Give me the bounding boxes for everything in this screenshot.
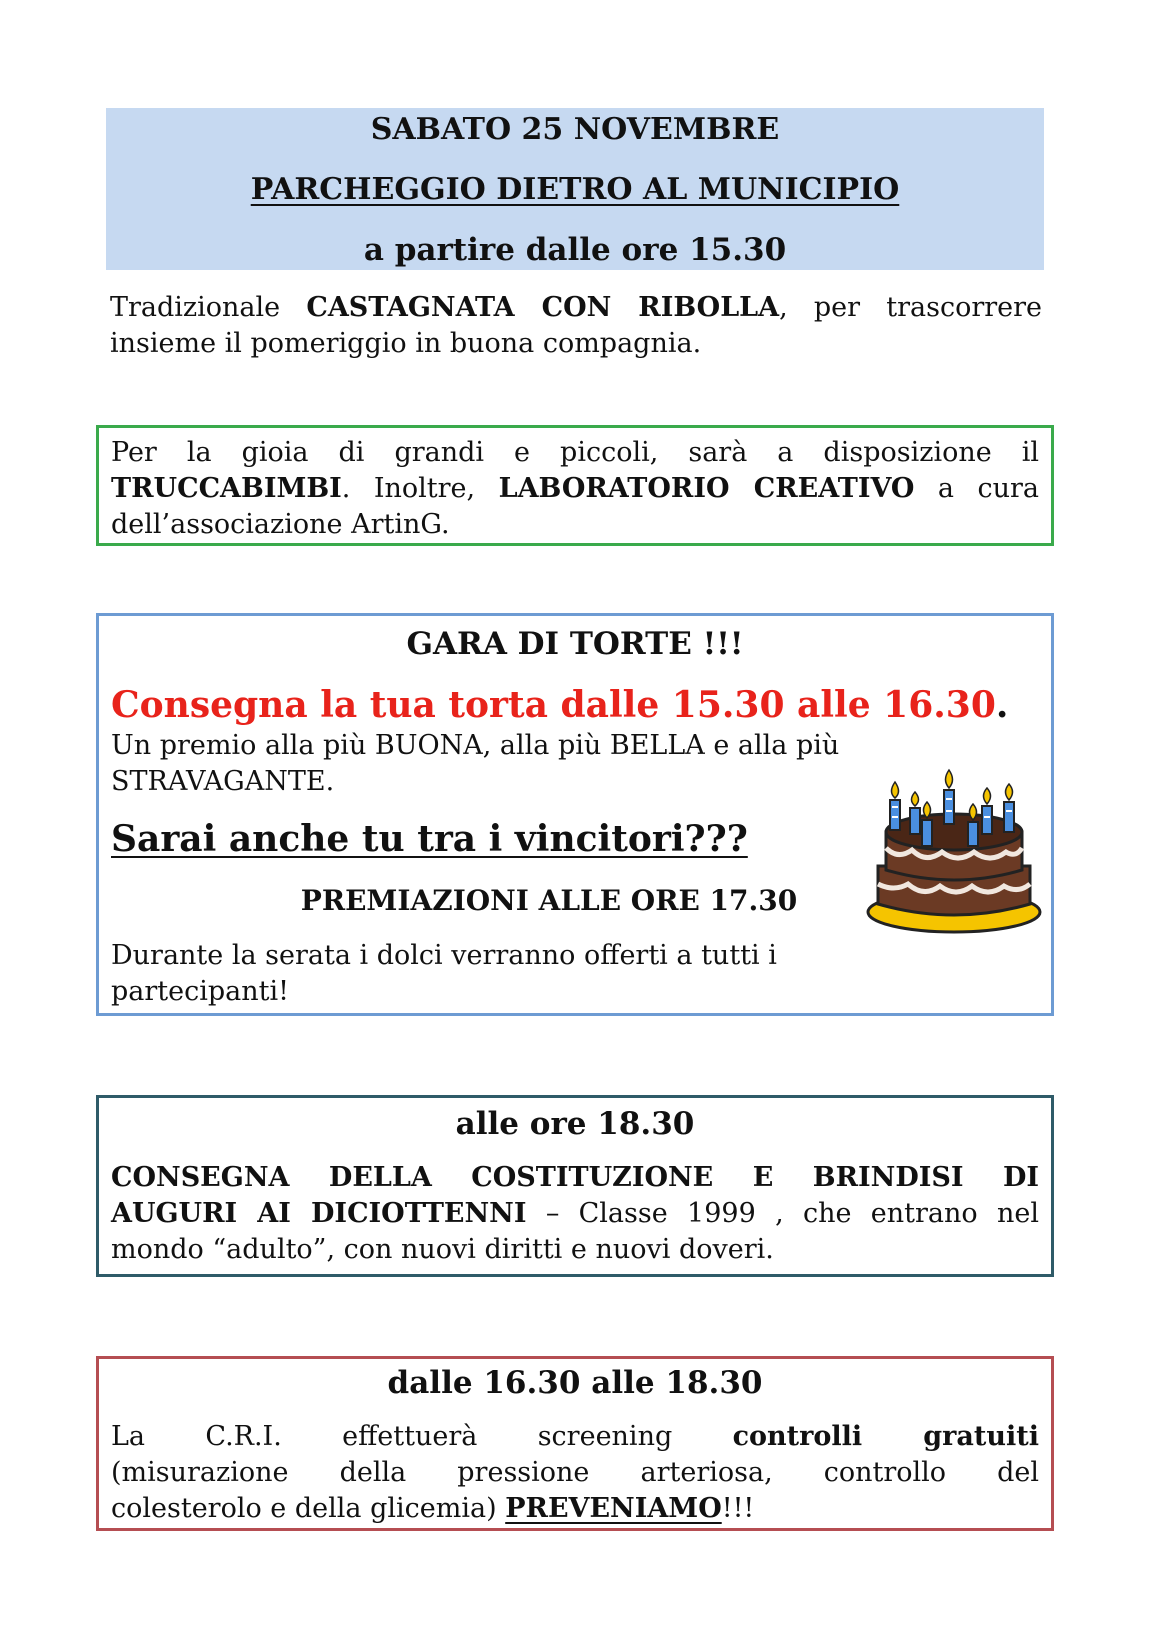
birthday-cake-icon	[864, 766, 1044, 936]
kids-activities-text: Per la gioia di grandi e piccoli, sarà a disposizione il TRUCCABIMBI. Inoltre, LABORATORIO CREATIVO a cura dell’associazione ArtinG.	[111, 437, 1039, 540]
awards-time: PREMIAZIONI ALLE ORE 17.30	[300, 884, 798, 917]
screening-text: La C.R.I. effettuerà screening controlli gratuiti (misurazione della pressione arteriosa, controllo del colesterolo e della glicemia) PREVENIAMO!!!	[111, 1421, 1039, 1524]
constitution-ceremony-box	[96, 1095, 1054, 1277]
intro-line-1: Tradizionale CASTAGNATA CON RIBOLLA, per trascorrere	[110, 292, 1042, 323]
event-date: SABATO 25 NOVEMBRE	[370, 112, 780, 147]
sweets-text: Durante la serata i dolci verranno offerti a tutti i partecipanti!	[111, 940, 777, 1007]
winners-question: Sarai anche tu tra i vincitori???	[111, 818, 748, 860]
intro-paragraph	[110, 290, 1042, 362]
health-screening-box	[96, 1356, 1054, 1531]
screening-time: dalle 16.30 alle 18.30	[387, 1365, 763, 1401]
cake-contest-title: GARA DI TORTE !!!	[406, 626, 744, 662]
intro-highlight: CASTAGNATA CON RIBOLLA	[306, 292, 780, 323]
event-place: PARCHEGGIO DIETRO AL MUNICIPIO	[250, 172, 900, 207]
ceremony-text: CONSEGNA DELLA COSTITUZIONE E BRINDISI DI AUGURI AI DICIOTTENNI – Classe 1999 , che entrano nel mondo “adulto”, con nuovi diritti e nuovi doveri.	[111, 1162, 1039, 1265]
ceremony-time: alle ore 18.30	[455, 1106, 695, 1142]
kids-activities-box	[96, 425, 1054, 546]
header-banner	[106, 108, 1044, 270]
cake-delivery-time: Consegna la tua torta dalle 15.30 alle 16.30.	[111, 684, 1009, 726]
preveniamo-highlight: PREVENIAMO	[505, 1493, 722, 1524]
intro-line-2: insieme il pomeriggio in buona compagnia.	[110, 328, 702, 359]
cake-contest-box	[96, 613, 1054, 1016]
prize-text: Un premio alla più BUONA, alla più BELLA e alla più STRAVAGANTE.	[111, 730, 840, 797]
event-start-time: a partire dalle ore 15.30	[363, 232, 787, 268]
